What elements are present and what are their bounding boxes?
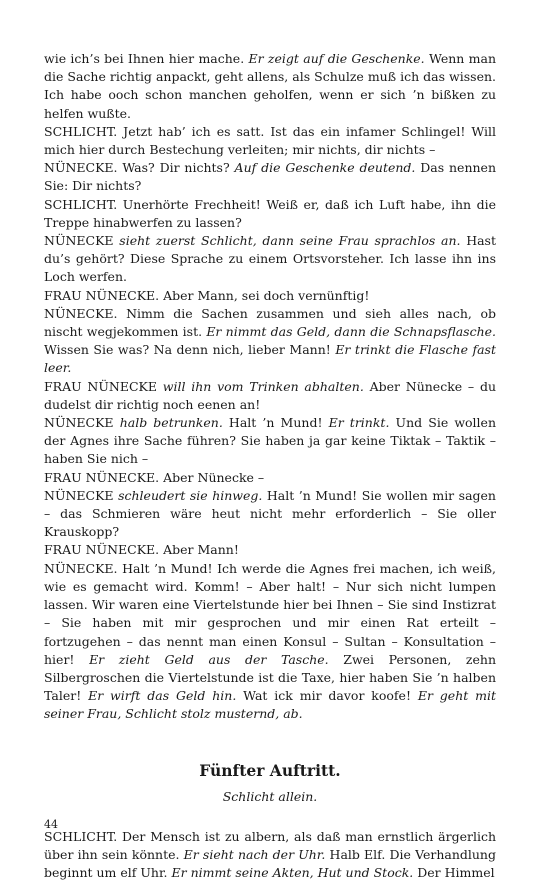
stage-direction: Auf die Geschenke deutend. [234,160,416,176]
stage-direction: Er geht mit seiner Frau, Schlicht stolz musternd, ab. [44,688,497,722]
dialogue-text: FRAU NÜNECKE. Aber Nünecke – [44,469,265,485]
dialogue-text: Der Himmel [413,865,495,881]
stage-direction: will ihn vom Trinken abhalten. [162,378,364,394]
stage-direction: Er zieht Geld aus der Tasche. [89,651,329,667]
dialogue-text: Hast du’s gehört? Diese Sprache zu einem Ortsvorsteher. Ich lasse ihn ins Loch werfen. [44,233,496,285]
dialogue-text: NÜNECKE. Halt ’n Mund! Ich werde die Agnes frei machen, ich weiß, wie es gemacht wird. Komm! – Aber halt! – Nur sich nicht lumpen lassen. Wir waren eine Viertelstunde hier bei Ihnen – Sie sind Instizrat – Sie haben mit mir gesprochen und mir einen Rat erteilt – fortzugehen – das nennt man einen Konsul – Sultan – Konsultation – hier! [44,560,496,667]
dialogue-text: Aber Nünecke – du dudelst dir richtig noch eenen an! [44,378,496,412]
dialogue-paragraph [44,50,496,123]
final-paragraph [44,828,496,882]
dialogue-text: FRAU NÜNECKE. Aber Mann, sei doch vernünftig! [44,287,370,303]
dialogue-text: NÜNECKE [44,415,120,431]
dialogue-text: Wissen Sie was? Na denn nich, lieber Mann! [44,342,336,358]
dialogue-text: SCHLICHT. Der Mensch ist zu albern, als daß man ernstlich ärgerlich über ihn sein könnte. [44,828,496,862]
stage-direction: halb betrunken. [119,415,223,431]
dialogue-text: wie ich’s bei Ihnen hier mache. [44,51,249,66]
dialogue-text: FRAU NÜNECKE [44,378,163,394]
dialogue-text: Und Sie wollen der Agnes ihre Sache führen? Sie haben ja gar keine Tiktak – Taktik – haben Sie nich – [44,415,496,467]
stage-direction: sieht zuerst Schlicht, dann seine Frau sprachlos an. [119,233,461,249]
dialogue-text: NÜNECKE. Was? Dir nichts? [44,160,235,176]
dialogue-text: SCHLICHT. Unerhörte Frechheit! Weiß er, daß ich Luft habe, ihn die Treppe hinabwerfen zu lassen? [44,196,496,230]
stage-direction: Er zeigt auf die Geschenke. [248,51,425,66]
stage-direction: Er trinkt die Flasche fast leer. [44,342,496,376]
dialogue-text: FRAU NÜNECKE. Aber Mann! [44,542,239,558]
dialogue-text: NÜNECKE [44,487,119,503]
dialogue-text: Das nennen Sie: Dir nichts? [44,160,496,194]
stage-direction: Er trinkt. [328,415,390,431]
dialogue-paragraph [44,159,496,195]
stage-direction: Er wirft das Geld hin. [88,688,237,704]
dialogue-paragraph [44,414,496,469]
dialogue-text: Halt ’n Mund! [222,415,329,431]
dialogue-paragraph [44,232,496,287]
stage-direction: Er nimmt seine Akten, Hut und Stock. [171,865,414,881]
stage-direction: Er nimmt das Geld, dann die Schnapsflasche. [206,324,496,340]
dialogue-paragraph [44,469,496,487]
dialogue-paragraph [44,378,496,414]
dialogue-text: Halt ’n Mund! Sie wollen mir sagen – das Schmieren wäre heut nicht mehr erforderlich – Sie oller Krauskopp? [44,487,496,540]
dialogue-text: Wenn man die Sache richtig anpackt, geht allens, als Schulze muß ich das wissen. Ich habe ooch schon manchen geholfen, wenn er sich ’n bißken zu helfen wußte. [44,51,496,121]
dialogue-text: NÜNECKE [44,233,120,249]
page-body [44,50,496,882]
scene-heading: Fünfter Auftritt. [199,760,341,780]
stage-direction: schleudert sie hinweg. [118,487,263,503]
dialogue-paragraph [44,287,496,305]
dialogue-paragraph [44,541,496,559]
dialogue-text: SCHLICHT. Jetzt hab’ ich es satt. Ist das ein infamer Schlingel! Will mich hier durch Bestechung verleiten; mir nichts, dir nichts – [44,123,496,158]
stage-direction: Er sieht nach der Uhr. [183,846,326,862]
dialogue-paragraph [44,828,496,882]
dialogue-block [44,50,496,724]
dialogue-text: Wat ick mir davor koofe! [236,688,418,704]
dialogue-paragraph [44,196,496,232]
dialogue-text: NÜNECKE. Nimm die Sachen zusammen und sieh alles nach, ob nischt wegjekommen ist. [44,305,496,340]
page-number: 44 [44,818,58,831]
dialogue-paragraph [44,305,496,378]
scene-subheading: Schlicht allein. [222,788,318,804]
dialogue-paragraph [44,560,496,724]
dialogue-paragraph [44,123,496,159]
dialogue-paragraph [44,487,496,542]
dialogue-text: Halb Elf. Die Verhandlung beginnt um elf Uhr. [44,846,496,881]
dialogue-text: Zwei Personen, zehn Silbergroschen die Viertelstunde ist die Taxe, hier haben Sie ’n halben Taler! [44,651,496,704]
